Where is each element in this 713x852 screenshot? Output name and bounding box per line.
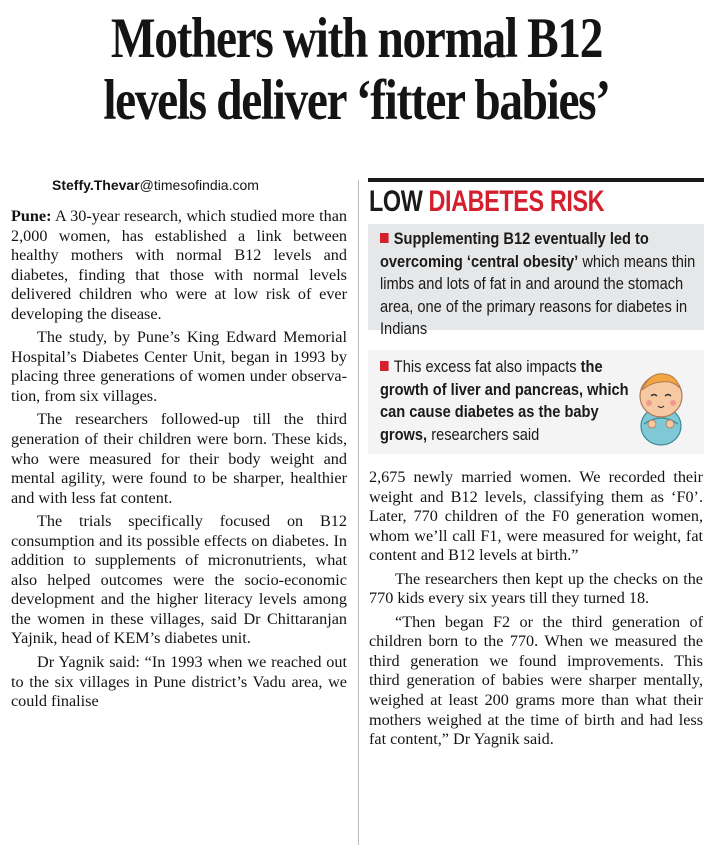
bullet-square-icon: [380, 361, 389, 371]
article-paragraph: The trials specifically focused on B12 consumption and its possible effects on diabetes. In addition to supplements of micronutrients, what also helped outcomes were the socio-economic development and the higher literacy levels among the women in these villages, said Dr Chittaranjan Yajnik, head of KEM’s diabetes unit.: [11, 512, 347, 648]
column-divider: [358, 180, 359, 845]
article-paragraph: 2,675 newly married women. We recorded their weight and B12 levels, classifying them as ‘F0’. Later, 770 children of the F0 generation women, whom we’ll call F1, were measured for weight, fat content and B12 levels at birth.”: [369, 468, 703, 565]
point-1-rest: which means thin limbs and lots of fat in and around the stomach area, one of the primary reasons for diabetes in Indians: [380, 251, 696, 338]
sidebar-title-part-2: DIABETES RISK: [428, 185, 605, 218]
sidebar-title: [369, 184, 604, 220]
baby-icon: [628, 366, 694, 446]
headline-line-1: Mothers with normal B12: [110, 7, 603, 70]
headline: [61, 8, 653, 132]
bullet-square-icon: [380, 233, 389, 243]
point-2-bold: the growth of liver and pancreas, which can cause diabetes as the baby grows,: [380, 357, 629, 444]
paragraph-text: A 30-year research, which studied more than 2,000 women, has established a link between healthy mothers with normal B12 levels and diabetes, finding that those with normal levels delivered children who were at low risk of ever developing the disease.: [11, 207, 348, 323]
article-paragraph: “Then began F2 or the third generation of children born to the 770. When we measured the third generation we found improvements. This third generation of babies were sharper mentally, weighed at least 200 grams more than what their mothers weighed at the time of birth and had less fat content,” Dr Yagnik said.: [369, 612, 703, 749]
article-paragraph: Dr Yagnik said: “In 1993 when we reached out to the six villages in Pune district’s Vadu area, we could finalise: [11, 653, 347, 711]
sidebar-box: [368, 178, 704, 455]
point-1-bold: Supplementing B12 eventually led to overcoming ‘central obesity’: [380, 229, 649, 271]
article-column-left: [11, 207, 347, 712]
article-paragraph: The researchers then kept up the checks on the 770 kids every six years till they turned 18.: [369, 569, 703, 608]
point-2-rest: researchers said: [431, 424, 540, 444]
article-paragraph: The study, by Pune’s King Edward Memorial Hospital’s Diabetes Center Unit, began in 1993 by placing three generations of women under observation, from six villages.: [11, 328, 347, 405]
sidebar-top-rule: [368, 178, 704, 182]
article-column-right: [369, 468, 703, 750]
dateline: Pune:: [11, 207, 52, 225]
byline: [52, 176, 259, 194]
sidebar-point-1: [368, 224, 704, 338]
article-paragraph: [11, 207, 347, 324]
byline-domain: @timesofindia.com: [139, 177, 259, 193]
sidebar-title-part-1: LOW: [369, 185, 423, 218]
headline-line-2: levels deliver ‘fitter babies’: [103, 69, 610, 132]
article-paragraph: The researchers followed-up till the third generation of their children were born. These kids, who were measured for their body weight and mental agility, were found to be sharper, healthier and with less fat content.: [11, 410, 347, 507]
point-2-intro: This excess fat also impacts: [393, 357, 577, 376]
byline-author: Steffy.Thevar: [52, 177, 140, 193]
